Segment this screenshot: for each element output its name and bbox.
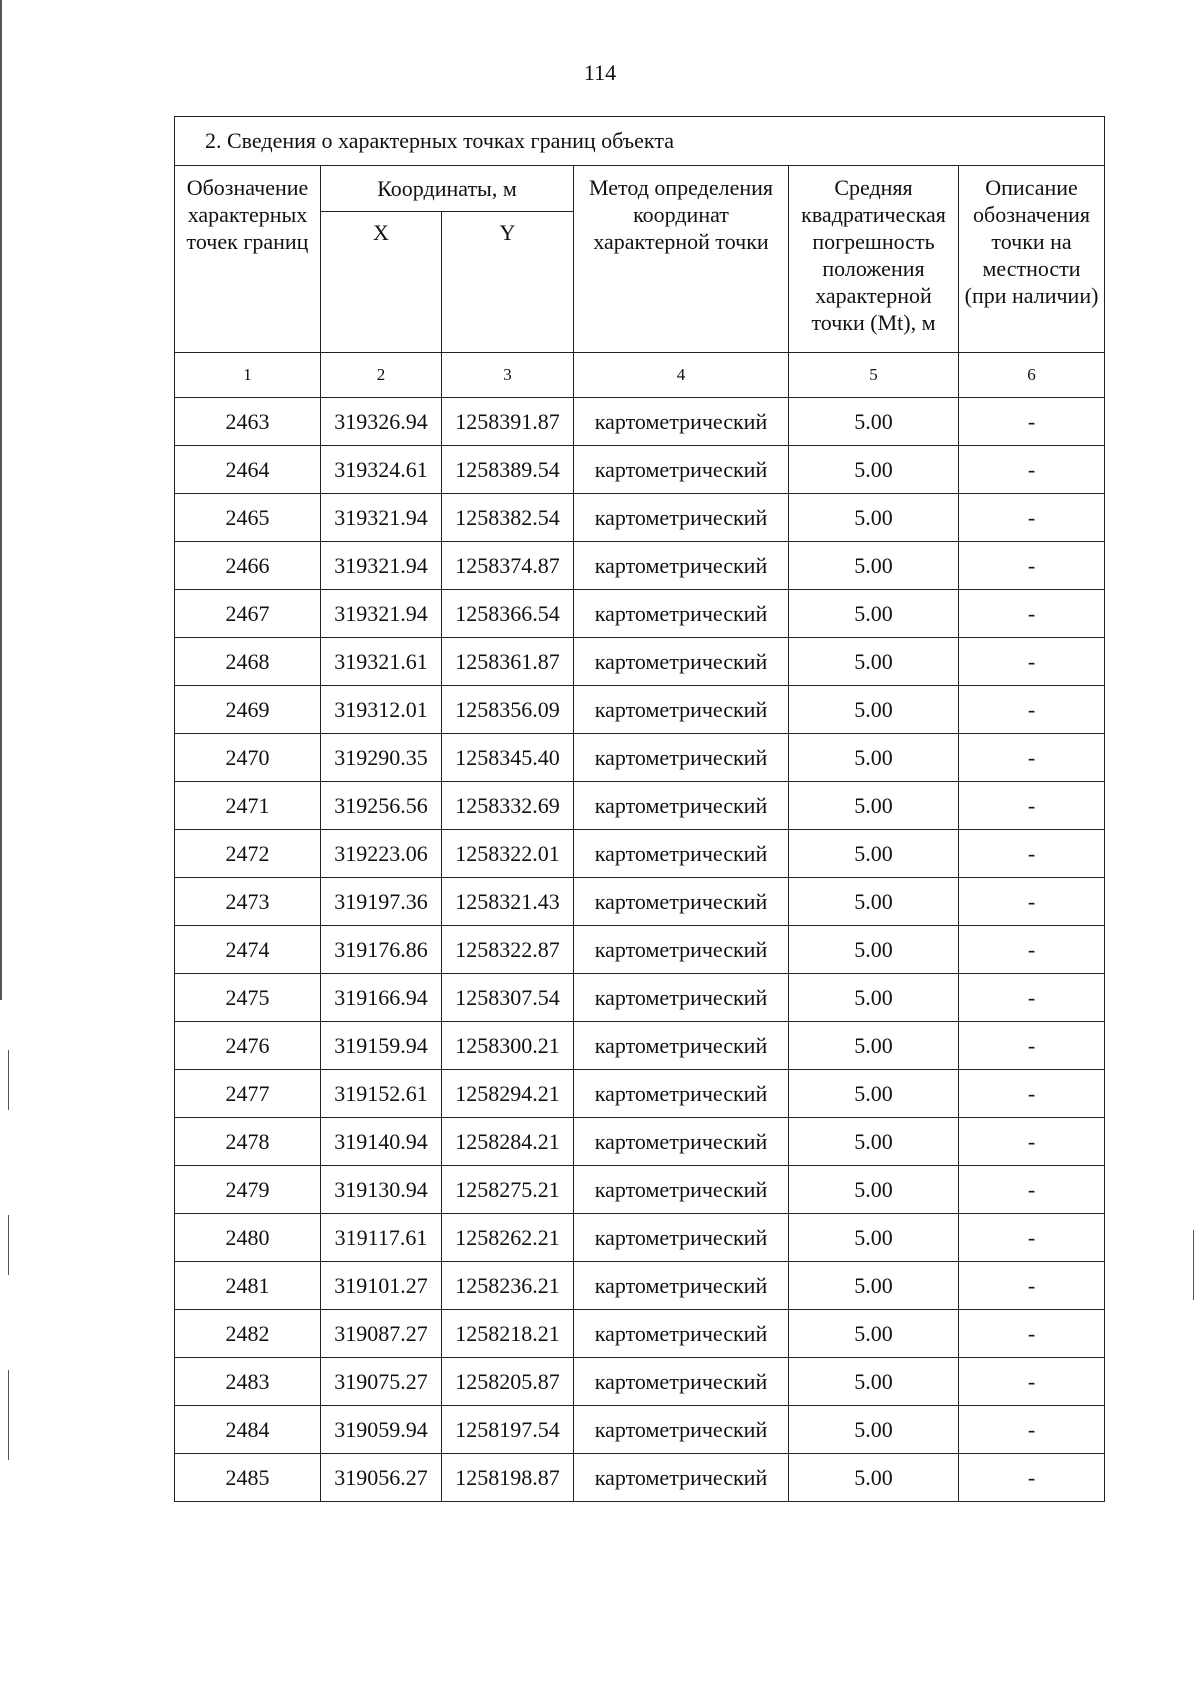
y-coordinate-cell: 1258284.21	[442, 1118, 574, 1166]
table-row	[175, 1454, 1105, 1502]
description-cell: -	[959, 782, 1105, 830]
table-row	[175, 1166, 1105, 1214]
y-coordinate-cell: 1258218.21	[442, 1310, 574, 1358]
point-id-cell: 2472	[175, 830, 321, 878]
error-cell: 5.00	[789, 734, 959, 782]
x-coordinate-cell: 319321.94	[321, 494, 442, 542]
table-row	[175, 1310, 1105, 1358]
description-cell: -	[959, 974, 1105, 1022]
point-id-cell: 2482	[175, 1310, 321, 1358]
table-row	[175, 782, 1105, 830]
point-id-cell: 2468	[175, 638, 321, 686]
table-row	[175, 734, 1105, 782]
x-coordinate-cell: 319101.27	[321, 1262, 442, 1310]
x-coordinate-cell: 319166.94	[321, 974, 442, 1022]
table-row	[175, 878, 1105, 926]
x-coordinate-cell: 319117.61	[321, 1214, 442, 1262]
method-cell: картометрический	[574, 638, 789, 686]
column-number: 3	[442, 353, 574, 398]
table-row	[175, 1214, 1105, 1262]
method-cell: картометрический	[574, 1022, 789, 1070]
error-cell: 5.00	[789, 446, 959, 494]
header-description: Описание обозначения точки на местности (при наличии)	[959, 166, 1105, 353]
method-cell: картометрический	[574, 1262, 789, 1310]
y-coordinate-cell: 1258382.54	[442, 494, 574, 542]
y-coordinate-cell: 1258391.87	[442, 398, 574, 446]
column-number-row	[175, 353, 1105, 398]
x-coordinate-cell: 319223.06	[321, 830, 442, 878]
method-cell: картометрический	[574, 782, 789, 830]
point-id-cell: 2478	[175, 1118, 321, 1166]
header-designation: Обозначение характерных точек границ	[175, 166, 321, 353]
x-coordinate-cell: 319152.61	[321, 1070, 442, 1118]
point-id-cell: 2463	[175, 398, 321, 446]
description-cell: -	[959, 1358, 1105, 1406]
point-id-cell: 2485	[175, 1454, 321, 1502]
x-coordinate-cell: 319324.61	[321, 446, 442, 494]
scan-edge-line	[0, 0, 2, 1000]
description-cell: -	[959, 1070, 1105, 1118]
x-coordinate-cell: 319321.94	[321, 542, 442, 590]
y-coordinate-cell: 1258307.54	[442, 974, 574, 1022]
x-coordinate-cell: 319321.61	[321, 638, 442, 686]
table-row	[175, 1070, 1105, 1118]
error-cell: 5.00	[789, 974, 959, 1022]
boundary-points-table	[174, 116, 1105, 1502]
x-coordinate-cell: 319197.36	[321, 878, 442, 926]
error-cell: 5.00	[789, 1262, 959, 1310]
method-cell: картометрический	[574, 542, 789, 590]
column-number: 1	[175, 353, 321, 398]
scan-edge-line	[8, 1050, 9, 1110]
y-coordinate-cell: 1258389.54	[442, 446, 574, 494]
error-cell: 5.00	[789, 1358, 959, 1406]
point-id-cell: 2466	[175, 542, 321, 590]
scan-edge-line	[8, 1370, 9, 1460]
method-cell: картометрический	[574, 1070, 789, 1118]
method-cell: картометрический	[574, 686, 789, 734]
error-cell: 5.00	[789, 494, 959, 542]
point-id-cell: 2470	[175, 734, 321, 782]
table-row	[175, 686, 1105, 734]
error-cell: 5.00	[789, 686, 959, 734]
point-id-cell: 2481	[175, 1262, 321, 1310]
description-cell: -	[959, 1406, 1105, 1454]
header-coordinates: Координаты, м	[321, 166, 574, 212]
description-cell: -	[959, 926, 1105, 974]
method-cell: картометрический	[574, 878, 789, 926]
column-number: 4	[574, 353, 789, 398]
point-id-cell: 2474	[175, 926, 321, 974]
header-x: X	[321, 212, 442, 353]
x-coordinate-cell: 319326.94	[321, 398, 442, 446]
error-cell: 5.00	[789, 590, 959, 638]
x-coordinate-cell: 319056.27	[321, 1454, 442, 1502]
description-cell: -	[959, 1310, 1105, 1358]
error-cell: 5.00	[789, 782, 959, 830]
error-cell: 5.00	[789, 1166, 959, 1214]
x-coordinate-cell: 319087.27	[321, 1310, 442, 1358]
x-coordinate-cell: 319256.56	[321, 782, 442, 830]
description-cell: -	[959, 446, 1105, 494]
table-caption: 2. Сведения о характерных точках границ объекта	[175, 117, 1105, 166]
x-coordinate-cell: 319059.94	[321, 1406, 442, 1454]
method-cell: картометрический	[574, 1118, 789, 1166]
y-coordinate-cell: 1258322.01	[442, 830, 574, 878]
error-cell: 5.00	[789, 830, 959, 878]
description-cell: -	[959, 686, 1105, 734]
description-cell: -	[959, 1214, 1105, 1262]
x-coordinate-cell: 319075.27	[321, 1358, 442, 1406]
y-coordinate-cell: 1258275.21	[442, 1166, 574, 1214]
table-row	[175, 1358, 1105, 1406]
point-id-cell: 2479	[175, 1166, 321, 1214]
table-row	[175, 446, 1105, 494]
x-coordinate-cell: 319290.35	[321, 734, 442, 782]
method-cell: картометрический	[574, 590, 789, 638]
x-coordinate-cell: 319130.94	[321, 1166, 442, 1214]
description-cell: -	[959, 1022, 1105, 1070]
y-coordinate-cell: 1258294.21	[442, 1070, 574, 1118]
method-cell: картометрический	[574, 494, 789, 542]
method-cell: картометрический	[574, 1166, 789, 1214]
scan-edge-line	[8, 1215, 9, 1275]
error-cell: 5.00	[789, 638, 959, 686]
column-number: 5	[789, 353, 959, 398]
y-coordinate-cell: 1258322.87	[442, 926, 574, 974]
header-method: Метод определения координат характерной точки	[574, 166, 789, 353]
method-cell: картометрический	[574, 734, 789, 782]
table-row	[175, 638, 1105, 686]
description-cell: -	[959, 1262, 1105, 1310]
y-coordinate-cell: 1258374.87	[442, 542, 574, 590]
table-row	[175, 1118, 1105, 1166]
error-cell: 5.00	[789, 1406, 959, 1454]
column-number: 2	[321, 353, 442, 398]
y-coordinate-cell: 1258356.09	[442, 686, 574, 734]
description-cell: -	[959, 830, 1105, 878]
description-cell: -	[959, 1166, 1105, 1214]
y-coordinate-cell: 1258361.87	[442, 638, 574, 686]
x-coordinate-cell: 319159.94	[321, 1022, 442, 1070]
error-cell: 5.00	[789, 398, 959, 446]
method-cell: картометрический	[574, 1214, 789, 1262]
point-id-cell: 2464	[175, 446, 321, 494]
y-coordinate-cell: 1258205.87	[442, 1358, 574, 1406]
description-cell: -	[959, 638, 1105, 686]
error-cell: 5.00	[789, 1118, 959, 1166]
x-coordinate-cell: 319140.94	[321, 1118, 442, 1166]
point-id-cell: 2477	[175, 1070, 321, 1118]
error-cell: 5.00	[789, 1454, 959, 1502]
error-cell: 5.00	[789, 542, 959, 590]
table-row	[175, 926, 1105, 974]
description-cell: -	[959, 398, 1105, 446]
description-cell: -	[959, 1454, 1105, 1502]
y-coordinate-cell: 1258345.40	[442, 734, 574, 782]
point-id-cell: 2465	[175, 494, 321, 542]
error-cell: 5.00	[789, 1070, 959, 1118]
error-cell: 5.00	[789, 878, 959, 926]
point-id-cell: 2473	[175, 878, 321, 926]
point-id-cell: 2483	[175, 1358, 321, 1406]
description-cell: -	[959, 878, 1105, 926]
table-row	[175, 542, 1105, 590]
description-cell: -	[959, 1118, 1105, 1166]
table-row	[175, 1406, 1105, 1454]
table-row	[175, 398, 1105, 446]
header-y: Y	[442, 212, 574, 353]
table-row	[175, 494, 1105, 542]
y-coordinate-cell: 1258236.21	[442, 1262, 574, 1310]
y-coordinate-cell: 1258198.87	[442, 1454, 574, 1502]
y-coordinate-cell: 1258332.69	[442, 782, 574, 830]
method-cell: картометрический	[574, 926, 789, 974]
y-coordinate-cell: 1258262.21	[442, 1214, 574, 1262]
x-coordinate-cell: 319321.94	[321, 590, 442, 638]
error-cell: 5.00	[789, 926, 959, 974]
column-number: 6	[959, 353, 1105, 398]
method-cell: картометрический	[574, 1358, 789, 1406]
point-id-cell: 2484	[175, 1406, 321, 1454]
method-cell: картометрический	[574, 1310, 789, 1358]
y-coordinate-cell: 1258197.54	[442, 1406, 574, 1454]
method-cell: картометрический	[574, 1406, 789, 1454]
table-row	[175, 590, 1105, 638]
point-id-cell: 2467	[175, 590, 321, 638]
method-cell: картометрический	[574, 974, 789, 1022]
description-cell: -	[959, 734, 1105, 782]
point-id-cell: 2471	[175, 782, 321, 830]
method-cell: картометрический	[574, 1454, 789, 1502]
table-row	[175, 1022, 1105, 1070]
y-coordinate-cell: 1258321.43	[442, 878, 574, 926]
point-id-cell: 2475	[175, 974, 321, 1022]
y-coordinate-cell: 1258300.21	[442, 1022, 574, 1070]
point-id-cell: 2480	[175, 1214, 321, 1262]
method-cell: картометрический	[574, 446, 789, 494]
page-number: 114	[583, 60, 617, 85]
point-id-cell: 2476	[175, 1022, 321, 1070]
error-cell: 5.00	[789, 1310, 959, 1358]
error-cell: 5.00	[789, 1022, 959, 1070]
method-cell: картометрический	[574, 830, 789, 878]
table-body	[175, 398, 1105, 1502]
description-cell: -	[959, 590, 1105, 638]
description-cell: -	[959, 542, 1105, 590]
scan-edge-line	[1193, 1230, 1194, 1300]
description-cell: -	[959, 494, 1105, 542]
table-row	[175, 1262, 1105, 1310]
error-cell: 5.00	[789, 1214, 959, 1262]
table-row	[175, 830, 1105, 878]
method-cell: картометрический	[574, 398, 789, 446]
x-coordinate-cell: 319312.01	[321, 686, 442, 734]
x-coordinate-cell: 319176.86	[321, 926, 442, 974]
table-row	[175, 974, 1105, 1022]
header-error: Средняя квадратическая погрешность положения характерной точки (Mt), м	[789, 166, 959, 353]
y-coordinate-cell: 1258366.54	[442, 590, 574, 638]
point-id-cell: 2469	[175, 686, 321, 734]
